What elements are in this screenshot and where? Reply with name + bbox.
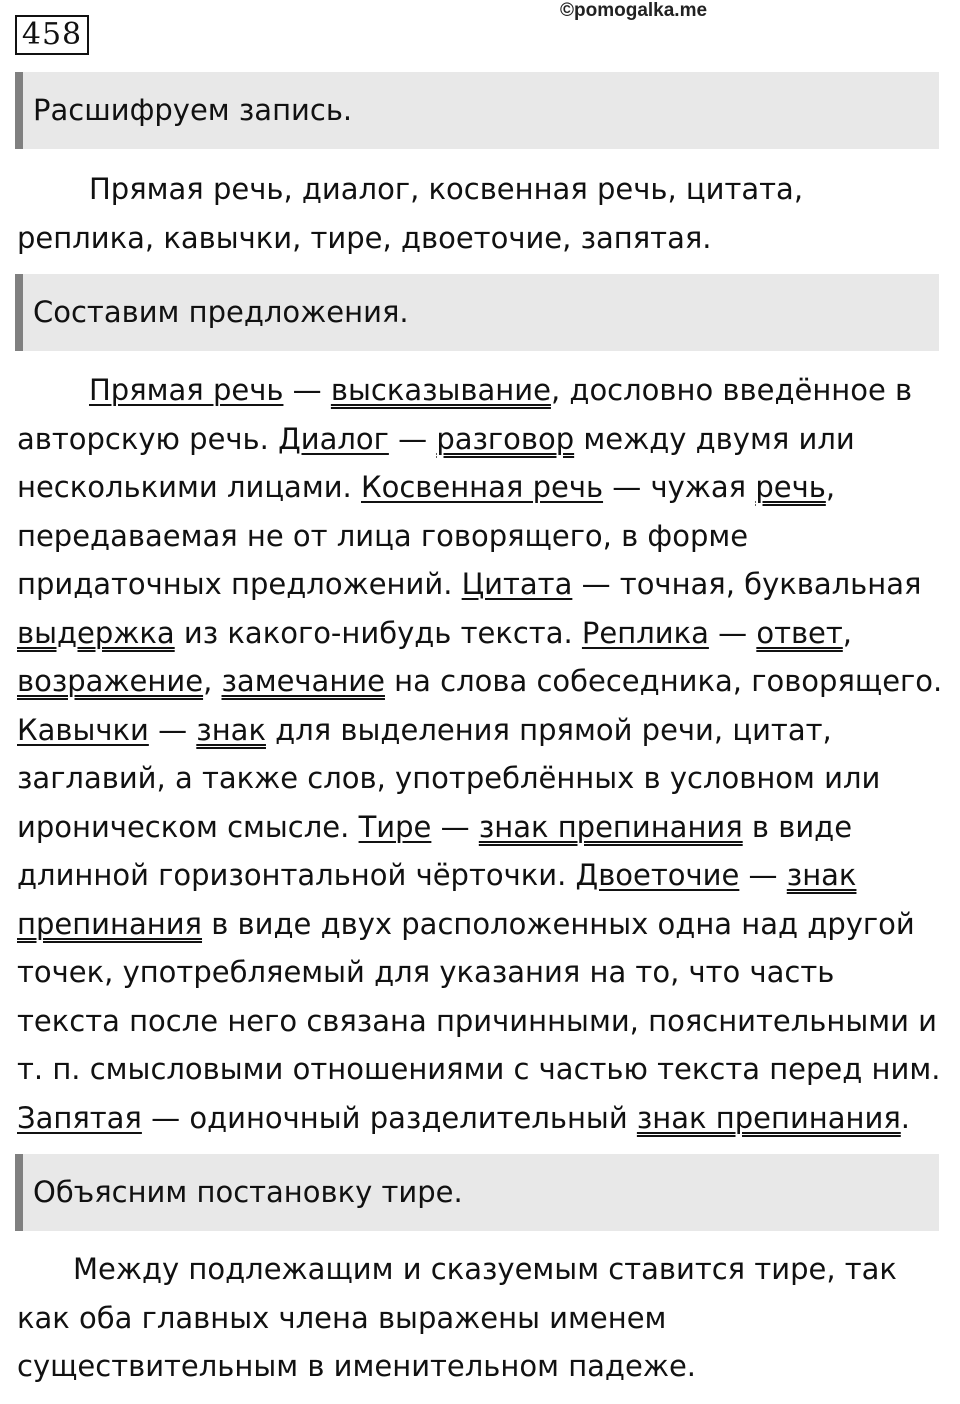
section-heading-decode: Расшифруем запись. [15,72,939,149]
predicate-term: знак препинания [17,858,857,941]
subject-term: Запятая [17,1100,142,1135]
subject-term: Кавычки [17,712,149,747]
predicate-term: возражение [17,664,204,698]
text-segment: в виде двух расположенных одна над другой точек, употребляемый для указания на то, что часть текста после него связана причинными, пояснительными и т. п. смысловыми отношениями с частью текста перед ним. [17,906,941,1086]
predicate-term: замечание [221,664,385,698]
subject-term: Двоеточие [575,858,740,892]
text-segment: — [148,712,197,747]
explanation-text: Между подлежащим и сказуемым ставится тире, так как оба главных члена выражены именем существительным в именительном падеже. [17,1252,897,1383]
predicate-term: знак [196,712,266,747]
text-segment: , дословно введённое в авторскую речь. [17,373,913,456]
text-segment: , [842,615,853,650]
text-segment: — точная, буквальная [572,567,922,601]
text-segment: . [900,1100,910,1135]
word-list-text: Прямая речь, диалог, косвенная речь, цитата, реплика, кавычки, тире, двоеточие, запятая. [17,172,804,255]
watermark: ©pomogalka.me [560,0,708,21]
predicate-term: высказывание [330,373,551,407]
text-segment: на слова собеседника, говорящего. [384,664,943,698]
subject-term: Цитата [461,567,573,601]
predicate-term: разговор [436,421,575,456]
text-segment: между двумя или несколькими лицами. [17,421,855,504]
text-segment: — одиночный разделительный [141,1100,637,1135]
subject-term: Тире [358,809,432,844]
section-heading-compose: Составим предложения. [15,274,939,351]
paragraph-word-list [17,165,945,262]
text-segment: — [739,858,787,892]
predicate-term: знак препинания [478,809,743,844]
subject-term: Косвенная речь [361,470,604,504]
text-segment: , передаваемая не от лица говорящего, в форме придаточных предложений. [17,470,836,601]
text-segment: — чужая [603,470,756,504]
section-heading-explain: Объясним постановку тире. [15,1154,939,1231]
paragraph-explanation [17,1245,945,1391]
text-segment: — [431,809,479,844]
subject-term: Реплика [581,615,709,650]
subject-term: Прямая речь [89,373,284,407]
subject-term: Диалог [278,421,389,456]
text-segment: для выделения прямой речи, цитат, заглавий, а также слов, употреблённых в условном или ироническом смысле. [17,712,881,844]
text-segment: — [708,615,757,650]
predicate-term: речь [755,470,826,504]
paragraph-definitions [17,366,945,1142]
text-segment: — [388,421,437,456]
text-segment: из какого-нибудь текста. [174,615,582,650]
text-segment: в виде длинной горизонтальной чёрточки. [17,809,853,892]
exercise-number: 458 [15,15,89,55]
text-segment: — [283,373,331,407]
text-segment: , [203,664,222,698]
predicate-term: ответ [756,615,843,650]
predicate-term: выдержка [17,615,175,650]
predicate-term: знак препинания [636,1100,901,1135]
